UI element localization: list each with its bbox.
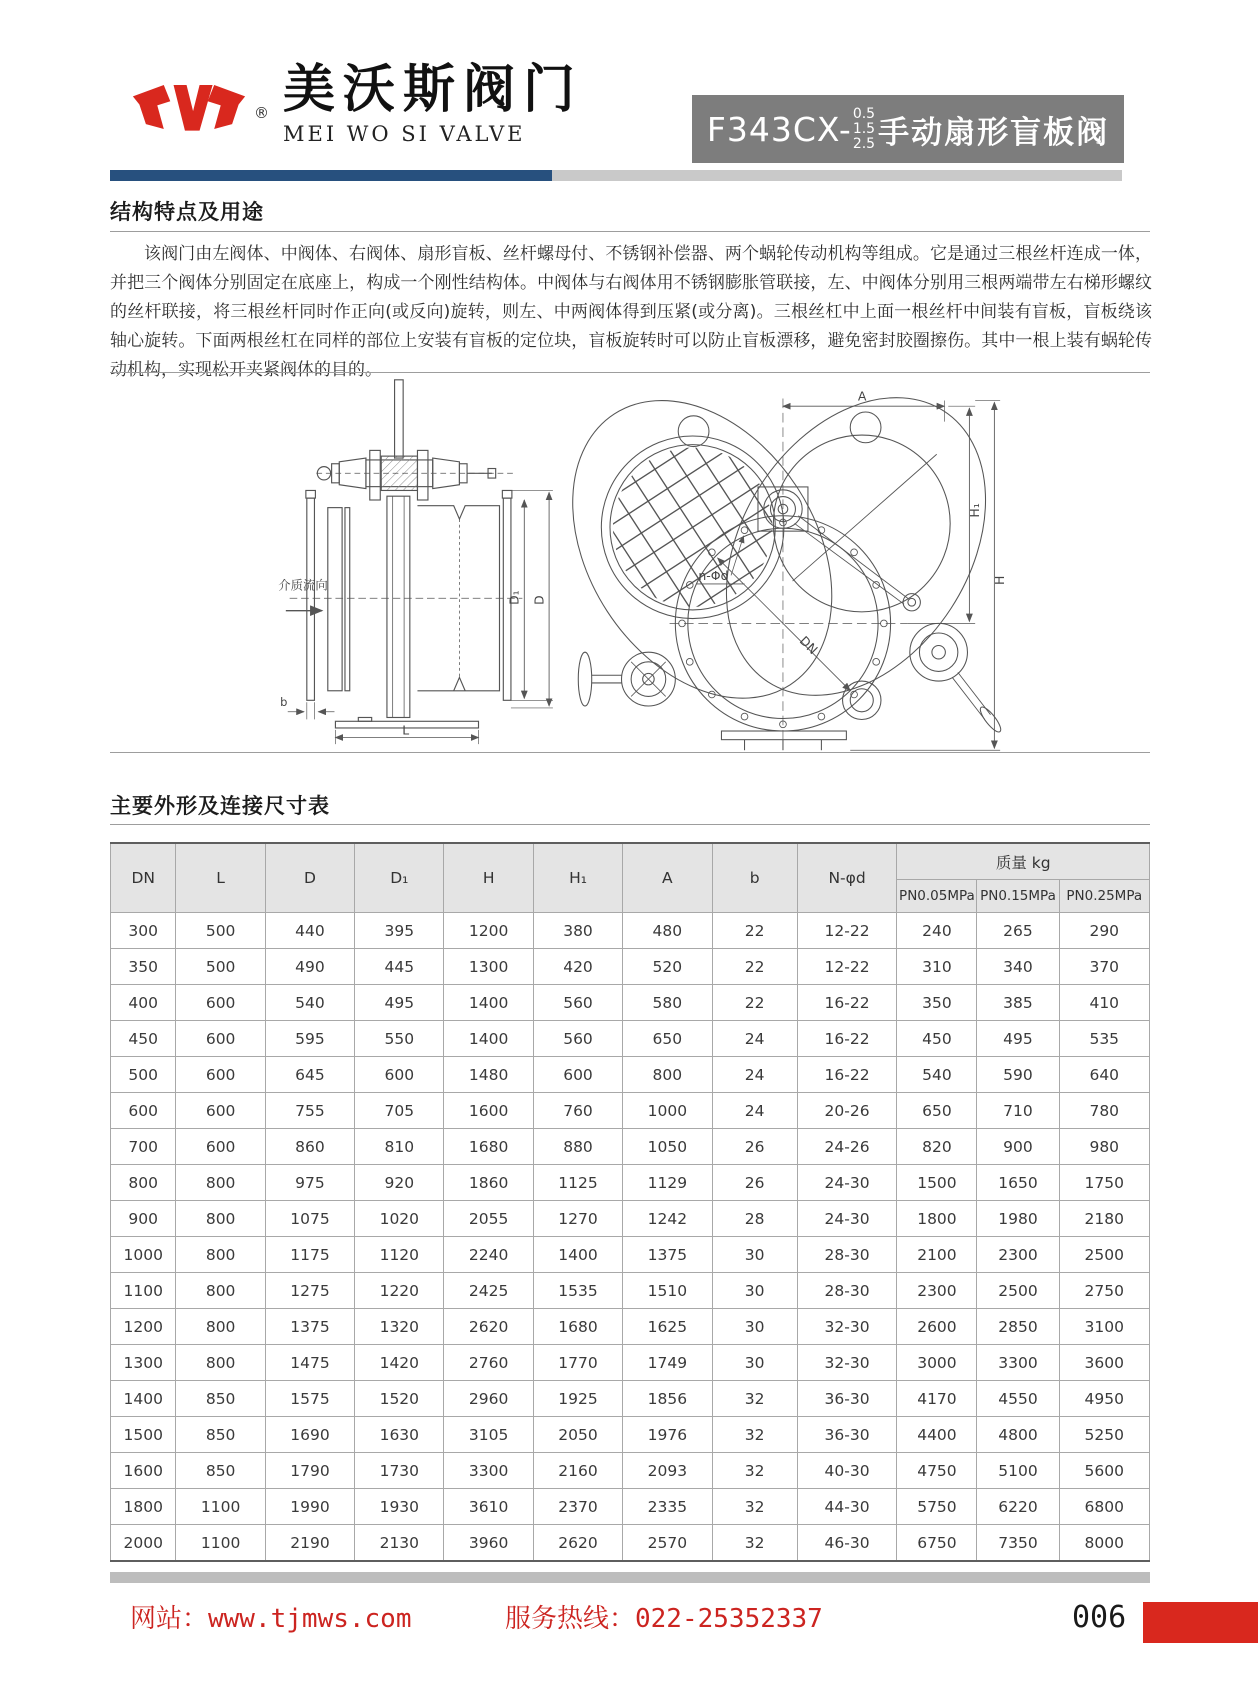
- table-cell: 650: [897, 1093, 977, 1129]
- table-cell: 3300: [444, 1453, 533, 1489]
- table-cell: 600: [111, 1093, 176, 1129]
- table-cell: 380: [533, 913, 622, 949]
- table-cell: 980: [1059, 1129, 1149, 1165]
- table-cell: 600: [176, 1093, 265, 1129]
- table-cell: 24-26: [797, 1129, 897, 1165]
- dim-dn-label: DN: [796, 633, 821, 658]
- separator-line: [110, 752, 1150, 753]
- table-cell: 1220: [355, 1273, 444, 1309]
- table-cell: 40-30: [797, 1453, 897, 1489]
- registered-mark-icon: ®: [254, 104, 269, 122]
- table-row: [111, 1129, 1150, 1165]
- table-cell: 1400: [111, 1381, 176, 1417]
- table-cell: 370: [1059, 949, 1149, 985]
- table-cell: 600: [176, 985, 265, 1021]
- table-cell: 2050: [533, 1417, 622, 1453]
- brand-name-cn: 美沃斯阀门: [283, 59, 584, 120]
- table-cell: 1980: [977, 1201, 1059, 1237]
- table-cell: 1800: [897, 1201, 977, 1237]
- table-cell: 2500: [1059, 1237, 1149, 1273]
- table-cell: 640: [1059, 1057, 1149, 1093]
- dimension-table-body: [111, 913, 1150, 1562]
- table-cell: 1680: [444, 1129, 533, 1165]
- table-cell: 26: [712, 1129, 797, 1165]
- table-cell: 4800: [977, 1417, 1059, 1453]
- table-row: [111, 985, 1150, 1021]
- table-cell: 24: [712, 1021, 797, 1057]
- table-cell: 650: [623, 1021, 712, 1057]
- table-cell: 5250: [1059, 1417, 1149, 1453]
- table-cell: 290: [1059, 913, 1149, 949]
- col-header-h: H: [444, 843, 533, 913]
- table-cell: 2425: [444, 1273, 533, 1309]
- table-cell: 800: [623, 1057, 712, 1093]
- table-cell: 46-30: [797, 1525, 897, 1562]
- flow-direction-label: 介质流向: [278, 577, 328, 593]
- table-cell: 800: [111, 1165, 176, 1201]
- table-cell: 710: [977, 1093, 1059, 1129]
- brand-logo-icon: [128, 74, 250, 140]
- table-cell: 1129: [623, 1165, 712, 1201]
- table-cell: 1600: [444, 1093, 533, 1129]
- table-row: [111, 913, 1150, 949]
- table-cell: 385: [977, 985, 1059, 1021]
- table-cell: 500: [176, 913, 265, 949]
- col-header-pn005: PN0.05MPa: [897, 880, 977, 913]
- table-cell: 3300: [977, 1345, 1059, 1381]
- side-view-technical-drawing: [272, 376, 582, 748]
- table-cell: 8000: [1059, 1525, 1149, 1562]
- table-row: [111, 1165, 1150, 1201]
- table-cell: 32: [712, 1381, 797, 1417]
- table-cell: 1242: [623, 1201, 712, 1237]
- table-cell: 860: [265, 1129, 354, 1165]
- table-cell: 32: [712, 1417, 797, 1453]
- table-cell: 3600: [1059, 1345, 1149, 1381]
- table-cell: 820: [897, 1129, 977, 1165]
- table-cell: 1270: [533, 1201, 622, 1237]
- table-row: [111, 1057, 1150, 1093]
- header-rule-blue: [110, 170, 552, 181]
- table-cell: 1475: [265, 1345, 354, 1381]
- table-cell: 32-30: [797, 1345, 897, 1381]
- table-cell: 1520: [355, 1381, 444, 1417]
- table-cell: 1400: [444, 1021, 533, 1057]
- table-cell: 550: [355, 1021, 444, 1057]
- pressure-rating-1: 0.5: [852, 105, 876, 122]
- table-cell: 1420: [355, 1345, 444, 1381]
- table-cell: 4750: [897, 1453, 977, 1489]
- col-header-l: L: [176, 843, 265, 913]
- table-cell: 32: [712, 1489, 797, 1525]
- table-cell: 2370: [533, 1489, 622, 1525]
- table-cell: 2760: [444, 1345, 533, 1381]
- table-cell: 22: [712, 985, 797, 1021]
- table-cell: 920: [355, 1165, 444, 1201]
- table-cell: 780: [1059, 1093, 1149, 1129]
- table-cell: 700: [111, 1129, 176, 1165]
- col-header-h1: H₁: [533, 843, 622, 913]
- table-cell: 1075: [265, 1201, 354, 1237]
- table-cell: 2055: [444, 1201, 533, 1237]
- table-cell: 350: [111, 949, 176, 985]
- col-header-a: A: [623, 843, 712, 913]
- table-cell: 1200: [111, 1309, 176, 1345]
- table-cell: 1510: [623, 1273, 712, 1309]
- table-cell: 1750: [1059, 1165, 1149, 1201]
- table-cell: 1680: [533, 1309, 622, 1345]
- dim-h1-label: H₁: [967, 503, 982, 518]
- col-header-dn: DN: [111, 843, 176, 913]
- table-cell: 300: [111, 913, 176, 949]
- product-title-banner: [692, 95, 1124, 163]
- dim-h-label: H: [991, 575, 1007, 585]
- table-cell: 1125: [533, 1165, 622, 1201]
- table-cell: 24-30: [797, 1201, 897, 1237]
- table-cell: 800: [176, 1309, 265, 1345]
- table-cell: 800: [176, 1273, 265, 1309]
- table-cell: 1925: [533, 1381, 622, 1417]
- table-cell: 5600: [1059, 1453, 1149, 1489]
- table-row: [111, 1201, 1150, 1237]
- table-cell: 645: [265, 1057, 354, 1093]
- table-cell: 265: [977, 913, 1059, 949]
- table-cell: 900: [111, 1201, 176, 1237]
- table-cell: 1770: [533, 1345, 622, 1381]
- table-cell: 1749: [623, 1345, 712, 1381]
- table-cell: 755: [265, 1093, 354, 1129]
- dim-d1-label: D₁: [506, 590, 522, 605]
- table-cell: 1800: [111, 1489, 176, 1525]
- table-cell: 1690: [265, 1417, 354, 1453]
- dimension-table: [110, 842, 1150, 1562]
- table-cell: 1990: [265, 1489, 354, 1525]
- table-cell: 1375: [265, 1309, 354, 1345]
- table-row: [111, 1093, 1150, 1129]
- table-cell: 600: [355, 1057, 444, 1093]
- table-cell: 7350: [977, 1525, 1059, 1562]
- table-cell: 240: [897, 913, 977, 949]
- table-cell: 850: [176, 1417, 265, 1453]
- table-cell: 1400: [533, 1237, 622, 1273]
- table-cell: 480: [623, 913, 712, 949]
- col-header-pn025: PN0.25MPa: [1059, 880, 1149, 913]
- pressure-rating-3: 2.5: [852, 135, 876, 152]
- model-code: F343CX-: [706, 109, 852, 149]
- table-cell: 1625: [623, 1309, 712, 1345]
- table-cell: 1535: [533, 1273, 622, 1309]
- table-cell: 12-22: [797, 913, 897, 949]
- table-cell: 2500: [977, 1273, 1059, 1309]
- table-cell: 350: [897, 985, 977, 1021]
- table-cell: 1100: [111, 1273, 176, 1309]
- table-cell: 800: [176, 1165, 265, 1201]
- table-cell: 2093: [623, 1453, 712, 1489]
- table-cell: 5750: [897, 1489, 977, 1525]
- table-cell: 850: [176, 1381, 265, 1417]
- table-cell: 810: [355, 1129, 444, 1165]
- product-name: 手动扇形盲板阀: [878, 114, 1110, 151]
- table-row: [111, 1345, 1150, 1381]
- table-cell: 16-22: [797, 985, 897, 1021]
- table-cell: 32: [712, 1453, 797, 1489]
- table-cell: 800: [176, 1237, 265, 1273]
- table-cell: 24-30: [797, 1165, 897, 1201]
- table-cell: 600: [176, 1021, 265, 1057]
- table-cell: 28-30: [797, 1237, 897, 1273]
- table-cell: 495: [977, 1021, 1059, 1057]
- table-cell: 445: [355, 949, 444, 985]
- dim-d-label: D: [531, 595, 547, 605]
- table-cell: 1930: [355, 1489, 444, 1525]
- table-cell: 1856: [623, 1381, 712, 1417]
- table-cell: 450: [111, 1021, 176, 1057]
- page-corner-marker: [1143, 1602, 1258, 1643]
- table-cell: 28-30: [797, 1273, 897, 1309]
- table-cell: 2850: [977, 1309, 1059, 1345]
- table-cell: 590: [977, 1057, 1059, 1093]
- page-number: 006: [1072, 1600, 1127, 1635]
- table-cell: 400: [111, 985, 176, 1021]
- table-cell: 1100: [176, 1489, 265, 1525]
- table-cell: 1050: [623, 1129, 712, 1165]
- footer-rule: [110, 1572, 1150, 1583]
- table-cell: 1976: [623, 1417, 712, 1453]
- table-cell: 2300: [897, 1273, 977, 1309]
- pressure-rating-2: 1.5: [852, 120, 876, 137]
- table-cell: 1320: [355, 1309, 444, 1345]
- table-cell: 4550: [977, 1381, 1059, 1417]
- table-cell: 900: [977, 1129, 1059, 1165]
- table-cell: 3100: [1059, 1309, 1149, 1345]
- table-cell: 495: [355, 985, 444, 1021]
- table-cell: 2300: [977, 1237, 1059, 1273]
- table-cell: 395: [355, 913, 444, 949]
- table-row: [111, 1237, 1150, 1273]
- table-cell: 1300: [444, 949, 533, 985]
- table-cell: 1120: [355, 1237, 444, 1273]
- table-cell: 2620: [444, 1309, 533, 1345]
- table-cell: 32: [712, 1525, 797, 1562]
- table-row: [111, 1453, 1150, 1489]
- separator-line: [110, 231, 1150, 232]
- table-cell: 4170: [897, 1381, 977, 1417]
- table-cell: 2240: [444, 1237, 533, 1273]
- table-cell: 12-22: [797, 949, 897, 985]
- table-cell: 1500: [111, 1417, 176, 1453]
- table-cell: 24: [712, 1057, 797, 1093]
- table-cell: 310: [897, 949, 977, 985]
- table-cell: 560: [533, 985, 622, 1021]
- table-cell: 2570: [623, 1525, 712, 1562]
- table-cell: 880: [533, 1129, 622, 1165]
- footer-hotline: 服务热线：022-25352337: [505, 1604, 823, 1634]
- table-cell: 500: [111, 1057, 176, 1093]
- table-cell: 2130: [355, 1525, 444, 1562]
- table-cell: 30: [712, 1237, 797, 1273]
- table-cell: 30: [712, 1273, 797, 1309]
- table-cell: 1100: [176, 1525, 265, 1562]
- table-cell: 32-30: [797, 1309, 897, 1345]
- col-header-weight-group: 质量 kg: [897, 843, 1150, 880]
- table-cell: 535: [1059, 1021, 1149, 1057]
- col-header-b: b: [712, 843, 797, 913]
- table-cell: 1300: [111, 1345, 176, 1381]
- table-row: [111, 1021, 1150, 1057]
- table-cell: 28: [712, 1201, 797, 1237]
- table-cell: 500: [176, 949, 265, 985]
- table-cell: 2960: [444, 1381, 533, 1417]
- table-cell: 44-30: [797, 1489, 897, 1525]
- dim-b-label: b: [280, 695, 288, 710]
- table-row: [111, 1273, 1150, 1309]
- table-cell: 1500: [897, 1165, 977, 1201]
- table-cell: 450: [897, 1021, 977, 1057]
- table-cell: 24: [712, 1093, 797, 1129]
- table-cell: 1200: [444, 913, 533, 949]
- table-cell: 2335: [623, 1489, 712, 1525]
- table-cell: 760: [533, 1093, 622, 1129]
- col-header-d: D: [265, 843, 354, 913]
- table-cell: 1650: [977, 1165, 1059, 1201]
- table-cell: 16-22: [797, 1057, 897, 1093]
- table-cell: 36-30: [797, 1381, 897, 1417]
- table-cell: 36-30: [797, 1417, 897, 1453]
- table-cell: 705: [355, 1093, 444, 1129]
- table-row: [111, 949, 1150, 985]
- table-row: [111, 1381, 1150, 1417]
- table-row: [111, 1309, 1150, 1345]
- table-cell: 4400: [897, 1417, 977, 1453]
- table-cell: 1175: [265, 1237, 354, 1273]
- table-cell: 975: [265, 1165, 354, 1201]
- table-cell: 1860: [444, 1165, 533, 1201]
- table-cell: 490: [265, 949, 354, 985]
- table-cell: 580: [623, 985, 712, 1021]
- table-cell: 6800: [1059, 1489, 1149, 1525]
- table-cell: 5100: [977, 1453, 1059, 1489]
- table-cell: 560: [533, 1021, 622, 1057]
- table-cell: 20-26: [797, 1093, 897, 1129]
- table-cell: 800: [176, 1345, 265, 1381]
- table-cell: 2000: [111, 1525, 176, 1562]
- brand-name-en: MEI WO SI VALVE: [283, 122, 526, 146]
- table-cell: 600: [176, 1129, 265, 1165]
- section-title-dimensions: 主要外形及连接尺寸表: [110, 794, 330, 818]
- header-rule-gray: [552, 170, 1122, 181]
- table-cell: 410: [1059, 985, 1149, 1021]
- dim-l-label: L: [402, 722, 410, 738]
- table-cell: 1000: [623, 1093, 712, 1129]
- table-cell: 6750: [897, 1525, 977, 1562]
- table-cell: 1730: [355, 1453, 444, 1489]
- table-cell: 800: [176, 1201, 265, 1237]
- table-cell: 340: [977, 949, 1059, 985]
- table-cell: 595: [265, 1021, 354, 1057]
- table-cell: 6220: [977, 1489, 1059, 1525]
- brand-text: [283, 60, 583, 146]
- table-cell: 2620: [533, 1525, 622, 1562]
- table-cell: 1790: [265, 1453, 354, 1489]
- footer-website: 网站：www.tjmws.com: [130, 1604, 412, 1634]
- table-cell: 600: [176, 1057, 265, 1093]
- table-row: [111, 1525, 1150, 1562]
- table-cell: 2750: [1059, 1273, 1149, 1309]
- table-cell: 2190: [265, 1525, 354, 1562]
- dim-a-label: A: [857, 388, 867, 404]
- table-cell: 3610: [444, 1489, 533, 1525]
- section-title-features: 结构特点及用途: [110, 200, 264, 224]
- features-paragraph: 该阀门由左阀体、中阀体、右阀体、扇形盲板、丝杆螺母付、不锈钢补偿器、两个蜗轮传动机构等组成。它是通过三根丝杆连成一体，并把三个阀体分别固定在底座上，构成一个刚性结构体。中阀体与右阀体用不锈钢膨胀管联接，左、中阀体分别用三根两端带左右梯形螺纹的丝杆联接，将三根丝杆同时作正向(或反向)旋转，则左、中两阀体得到压紧(或分离)。三根丝杠中上面一根丝杆中间装有盲板，盲板绕该轴心旋转。下面两根丝杠在同样的部位上安装有盲板的定位块，盲板旋转时可以防止盲板漂移，避免密封胶圈擦伤。其中一根上装有蜗轮传动机构，实现松开夹紧阀体的目的。: [110, 244, 1152, 380]
- table-cell: 2180: [1059, 1201, 1149, 1237]
- table-cell: 1480: [444, 1057, 533, 1093]
- table-cell: 540: [897, 1057, 977, 1093]
- table-cell: 850: [176, 1453, 265, 1489]
- table-cell: 600: [533, 1057, 622, 1093]
- table-cell: 440: [265, 913, 354, 949]
- table-cell: 1575: [265, 1381, 354, 1417]
- table-cell: 22: [712, 913, 797, 949]
- col-header-nphid: N-φd: [797, 843, 897, 913]
- table-cell: 26: [712, 1165, 797, 1201]
- col-header-pn015: PN0.15MPa: [977, 880, 1059, 913]
- table-cell: 1000: [111, 1237, 176, 1273]
- separator-line: [110, 824, 1150, 825]
- table-cell: 2100: [897, 1237, 977, 1273]
- table-cell: 1600: [111, 1453, 176, 1489]
- front-view-technical-drawing: [556, 362, 1008, 756]
- table-cell: 3105: [444, 1417, 533, 1453]
- table-cell: 1375: [623, 1237, 712, 1273]
- bolt-spec-label: n-Φd: [698, 568, 729, 584]
- table-cell: 1630: [355, 1417, 444, 1453]
- table-cell: 1275: [265, 1273, 354, 1309]
- table-cell: 1400: [444, 985, 533, 1021]
- table-cell: 2600: [897, 1309, 977, 1345]
- table-cell: 30: [712, 1309, 797, 1345]
- table-cell: 16-22: [797, 1021, 897, 1057]
- table-cell: 520: [623, 949, 712, 985]
- table-cell: 3960: [444, 1525, 533, 1562]
- table-cell: 540: [265, 985, 354, 1021]
- table-cell: 3000: [897, 1345, 977, 1381]
- table-row: [111, 1417, 1150, 1453]
- table-row: [111, 1489, 1150, 1525]
- pressure-ratings: [853, 107, 875, 152]
- col-header-d1: D₁: [355, 843, 444, 913]
- brand-logo: [128, 60, 583, 146]
- table-cell: 2160: [533, 1453, 622, 1489]
- table-cell: 1020: [355, 1201, 444, 1237]
- table-cell: 30: [712, 1345, 797, 1381]
- table-cell: 4950: [1059, 1381, 1149, 1417]
- table-cell: 22: [712, 949, 797, 985]
- table-cell: 420: [533, 949, 622, 985]
